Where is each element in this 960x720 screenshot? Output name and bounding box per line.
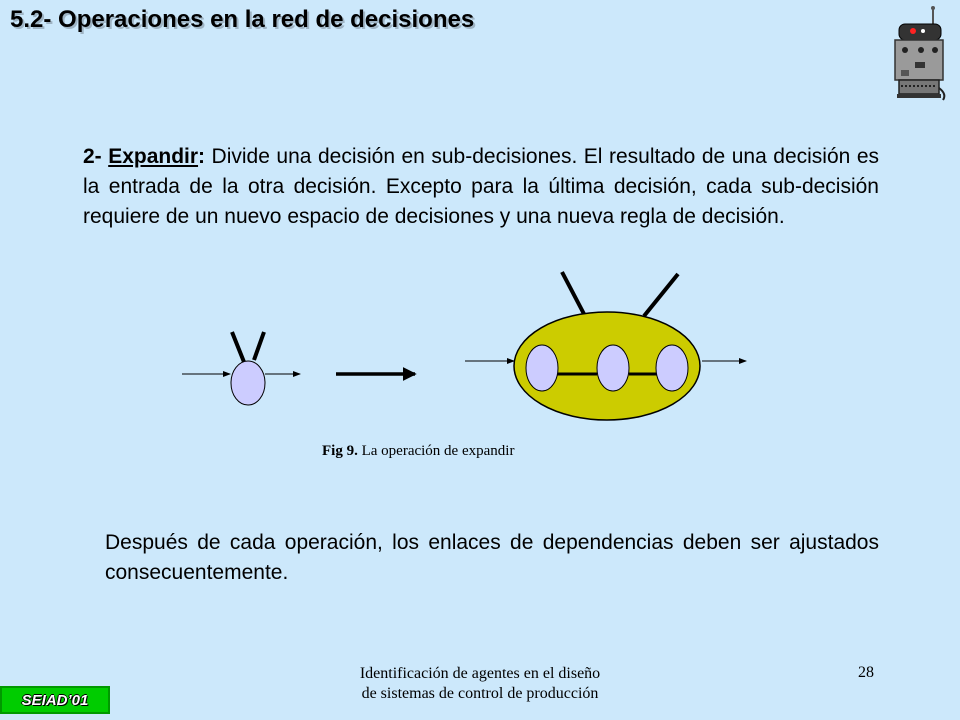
subdecision-node-1 [526, 345, 558, 391]
lead-term: Expandir [108, 145, 199, 168]
expanded-input-line-1 [562, 272, 584, 314]
page-number: 28 [858, 664, 874, 681]
robot-icon [885, 6, 950, 106]
decision-node [231, 361, 265, 405]
decision-input-line-1 [232, 332, 244, 362]
expanded-input-line-2 [644, 274, 678, 316]
lead-number: 2- [83, 145, 109, 168]
footer-line-2: de sistemas de control de producción [361, 685, 599, 702]
decision-input-line-2 [254, 332, 264, 360]
description-body: Divide una decisión en sub-decisiones. El resultado de una decisión es la entrada de la otra decisión. Excepto para la última decisión, cada sub-decisión requiere de un nuevo espacio de decisiones y una nueva regla de decisión. [83, 145, 879, 228]
footer-line-1: Identificación de agentes en el diseño [359, 665, 601, 682]
lead-colon: : [198, 145, 206, 168]
footer-title [330, 664, 630, 704]
figure-label: Fig 9. [322, 443, 358, 459]
page-title: 5.2- Operaciones en la red de decisiones [10, 6, 475, 33]
subdecision-node-2 [597, 345, 629, 391]
conference-badge: SEIAD’01 [0, 686, 110, 714]
figure-caption [322, 443, 514, 460]
subdecision-node-3 [656, 345, 688, 391]
expand-description [83, 142, 879, 232]
expanded-container [514, 312, 700, 420]
figure-caption-text: La operación de expandir [357, 443, 515, 459]
dependency-note: Después de cada operación, los enlaces de dependencias deben ser ajustados consecuentemente. [105, 531, 879, 584]
